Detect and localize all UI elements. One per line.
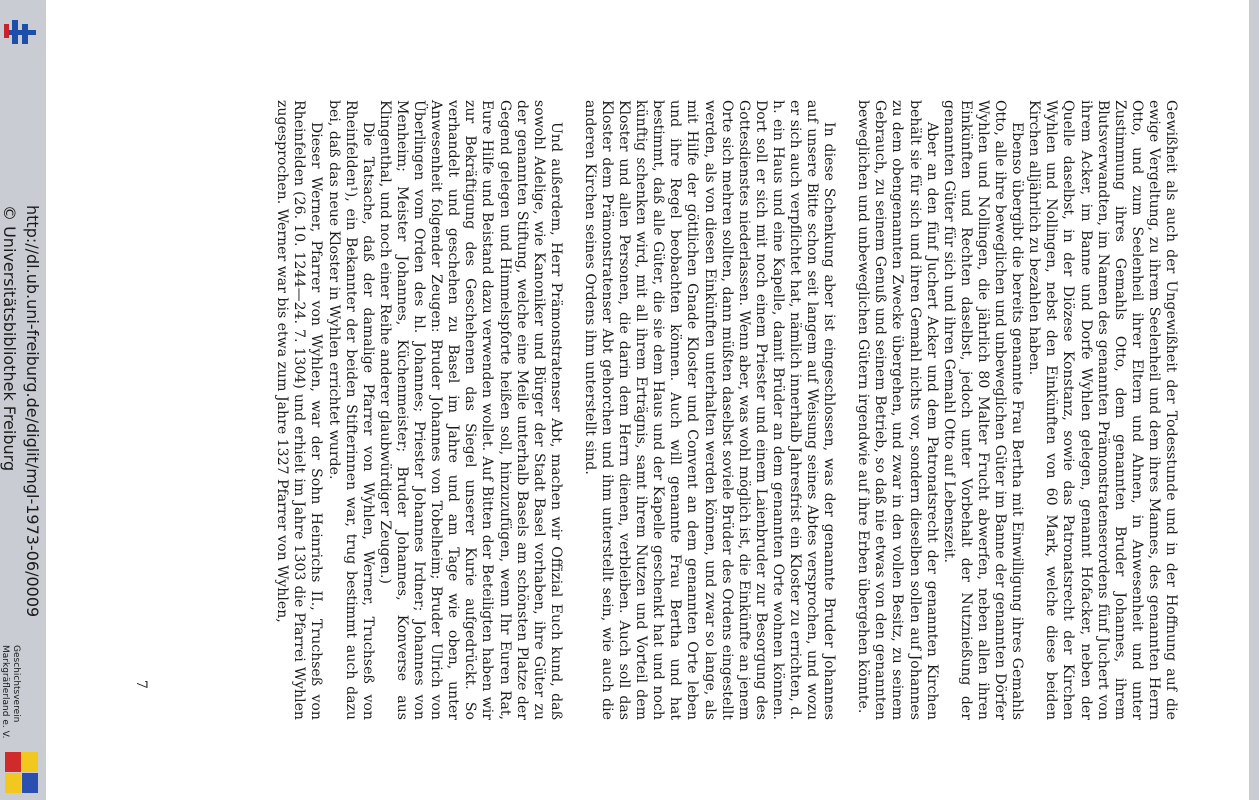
paragraph-4: In diese Schenkung aber ist eingeschlossen, was der genannte Bruder Johannes auf unsere Bitte schon seit langem auf Weisung seines Abtes versprochen, und wozu er sich auch verpflichtet hat, nämlich innerhalb Jahresfrist ein Kloster zu errichten, d. h. ein Haus und eine Kapelle, damit Brüder an dem genannten Orte wohnen können. Dort soll er sich mit noch einem Priester und einem Laienbruder zur Besorgung des Gottesdienstes niederlassen. Wenn aber, was wohl möglich ist, die Einkünfte an jenem Orte sich mehren sollten, dann müßten daselbst soviele Brüder des Ordens eingestellt werden, als von diesen Einkünften unterhalten werden können, und zwar so lange, als mit Hilfe der göttlichen Gnade Kloster und Convent an dem genannten Orte leben und ihre Regel beobachten können. Auch will genannte Frau Bertha und hat bestimmt, daß alle Güter, die sie dem Haus und der Kapelle geschenkt hat und noch künftig schenken wird, mit all ihrem Erträgnis, samt ihrem Nutzen und Vorteil dem Kloster und allen Personen, die darin dem Herrn dienen, verbleiben. Auch soll das Kloster dem Prämonstratenser Abt gehorchen und ihm unterstellt sein, wie auch die anderen Kirchen seines Ordens ihm unterstellt sind. [581,100,838,720]
copyright-notice: © Universitätsbibliothek Freiburg [0,205,19,472]
permalink-url[interactable]: http://dl.ub.uni-freiburg.de/diglit/mgl-1973-06/0009 [23,205,42,618]
paragraph-2: Ebenso übergibt die bereits genannte Frau Bertha mit Einwilligung ihres Gemahls Otto, alle ihre beweglichen und unbeweglichen Güter im Banne der genannten Dörfer Wyhlen und Nollingen, die jährlich 80 Malter Frucht abwerfen, neben allen ihren Einkünften und Rechten daselbst, jedoch unter Vorbehalt der Nutznießung der genannten Güter für sich und ihren Gemahl Otto auf Lebenszeit. [940,100,1026,720]
paragraph-7: Dieser Werner, Pfarrer von Wyhlen, war der Sohn Heinrichs II., Truchseß von Rheinfelden (26. 10. 1244—24. 7. 1304) und erhielt im Jahre 1303 die Pfarrei Wyhlen zugesprochen. Werner war bis etwa zum Jahre 1327 Pfarrer von Wyhlen, [274,100,325,720]
society-name-line1: Geschichtsverein [11,645,21,723]
paragraph-1: Gewißheit als auch der Ungewißheit der Todesstunde und in der Hoffnung auf die ewige Vergeltung, zu ihrem Seelenheil und dem ihres Mannes, des genannten Herrn Otto, und zum Seelenheil ihrer Eltern und Ahnen, in Anwesenheit und unter Zustimmung ihres Gemahls Otto, dem genannten Bruder Johannes, ihrem Blutsverwandten, im Namen des genannten Prämonstratenserordens fünf Juchert von ihrem Acker, im Banne und Dorfe Wyhlen gelegen, genannt Hofacker, neben der Quelle daselbst, in der Diözese Konstanz, sowie das Patronatsrecht der Kirchen Wyhlen und Nollingen, nebst den Einkünften von 60 Mark, welche diese beiden Kirchen alljährlich zu bezahlen haben. [1026,100,1179,720]
page-number: 7 [133,680,149,689]
paragraph-6: Die Tatsache, daß der damalige Pfarrer von Wyhlen, Werner, Truchseß von Rheinfelden¹), ein Bekannter der beiden Stifterinnen war, trug bestimmt auch dazu bei, daß das neue Kloster in Wyhlen errichtet wurde. [325,100,376,720]
society-name-line2: Markgräflerland e. V. [0,645,10,739]
paragraph-3: Aber an den fünf Juchert Acker und dem Patronatsrecht der genannten Kirchen behält sie für sich und ihren Gemahl nichts vor, sondern dieselben sollen auf Johannes zu dem obengenannten Zwecke übergehen, und zwar in den vollen Besitz, zu seinem Gebrauch, zu seinem Genuß und seinem Betrieb, so daß nie etwas von den genannten beweglichen und unbeweglichen Gütern irgendwie auf ihre Erben übergehen könnte. [855,100,940,720]
paragraph-5: Und außerdem, Herr Prämonstratenser Abt, machen wir Offizial Euch kund, daß sowohl Adelige, wie Kanoniker und Bürger der Stadt Basel vorhaben, ihre Güter zu der genannten Stiftung, welche eine Meile unterhalb Basels am schönsten Platze der Gegend gelegen und Himmelspforte heißen soll, hinzuzufügen, wenn Ihr Euren Rat, Eure Hilfe und Beistand dazu verwenden wollet. Auf Bitten der Beteiligten haben wir zur Bekräftigung des Geschehenen das Siegel unserer Kurie aufgedrückt. So verhandelt und geschehen zu Basel im Jahre und am Tage wie oben, unter Anwesenheit folgender Zeugen: Bruder Johannes von Tobelheim; Bruder Ulrich von Überlingen vom Orden des hl. Johannes; Priester Johannes Irdner; Johannes von Menheim; Meister Johannes, Küchenmeister; Bruder Johannes, Konverse aus Klingenthal, und noch einer Reihe anderer glaubwürdiger Zeugen.) [376,100,564,720]
body-text [159,100,1179,720]
